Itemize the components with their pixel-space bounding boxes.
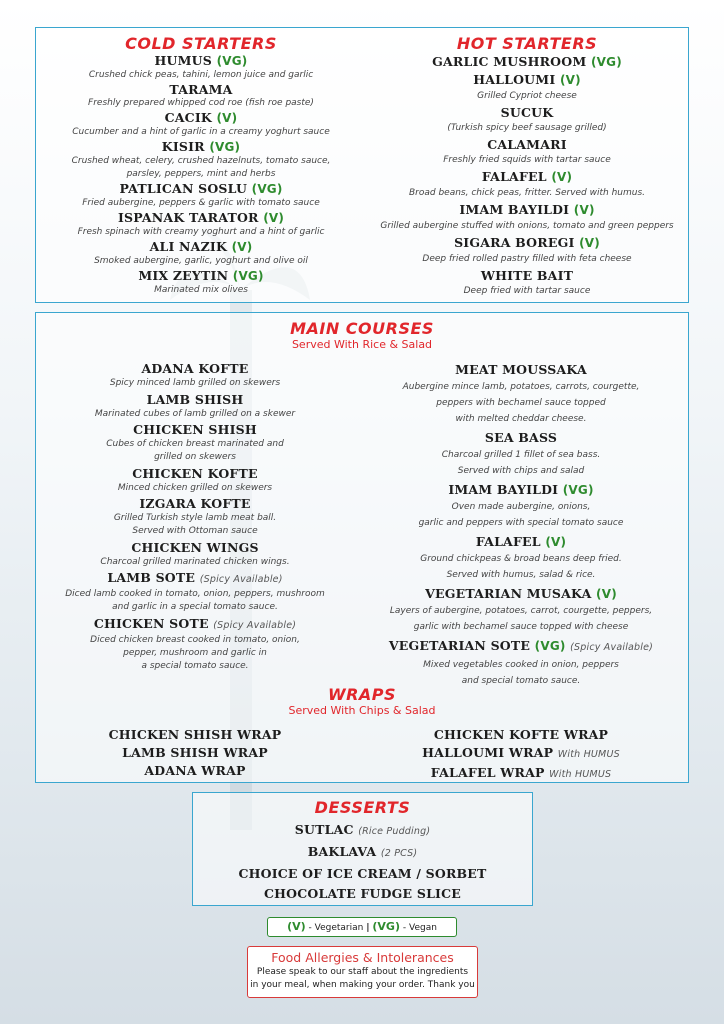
menu-item-name-line <box>366 201 688 219</box>
menu-item <box>366 201 688 234</box>
menu-item-name: CHICKEN KOFTE <box>132 465 258 481</box>
diet-tag: (VG) <box>209 140 241 154</box>
menu-item-description: (Turkish spicy beef sausage grilled) <box>447 123 607 133</box>
menu-item-name-line <box>193 864 532 884</box>
menu-item-description: Served with Ottoman sauce <box>132 526 258 536</box>
menu-item-description: and special tomato sauce. <box>461 676 581 686</box>
menu-item <box>193 864 532 884</box>
menu-item-name: LAMB SHISH <box>146 391 244 407</box>
menu-item-note: With HUMUS <box>549 769 612 780</box>
menu-item <box>36 361 354 390</box>
diet-tag: (V) <box>216 111 238 125</box>
menu-item-description: Crushed wheat, celery, crushed hazelnuts, tomato sauce, <box>71 156 331 166</box>
menu-item-description: grilled on skewers <box>154 452 236 462</box>
menu-item-name-line <box>193 842 532 864</box>
menu-item-description: parsley, peppers, mint and herbs <box>126 169 276 179</box>
wraps-header <box>36 685 688 717</box>
menu-item <box>366 53 688 71</box>
menu-item-name-line <box>36 210 366 226</box>
menu-item-name: ISPANAK TARATOR <box>117 210 259 225</box>
diet-tag: (V) <box>231 240 253 254</box>
wraps-left-column <box>36 726 354 780</box>
menu-item-name-line <box>193 820 532 842</box>
menu-item <box>36 82 366 110</box>
menu-item-name-line <box>36 53 366 69</box>
menu-item-name-line <box>366 104 688 121</box>
menu-item <box>354 637 688 689</box>
menu-item-name-line <box>36 616 354 634</box>
main-courses-subtitle: Served With Rice & Salad <box>291 338 433 351</box>
desserts-title: DESSERTS <box>314 798 411 817</box>
menu-item-description: Freshly fried squids with tartar sauce <box>443 155 611 165</box>
menu-item-name-line <box>354 744 688 764</box>
menu-item <box>354 764 688 784</box>
menu-item-name: CHICKEN SHISH WRAP <box>108 727 282 742</box>
menu-item-description: Fresh spinach with creamy yoghurt and a hint of garlic <box>77 227 325 237</box>
diet-tag: (VG) <box>590 55 622 69</box>
allergy-line-1: Please speak to our staff about the ingredients <box>256 967 469 977</box>
menu-item-name: VEGETARIAN MUSAKA <box>425 586 592 601</box>
menu-item-name-line <box>36 422 354 438</box>
main-courses-title: MAIN COURSES <box>290 319 434 338</box>
menu-item-note: (Rice Pudding) <box>358 826 431 837</box>
menu-item-name: SUTLAC <box>294 822 354 837</box>
hot-starters-list <box>366 53 688 299</box>
diet-tag: (V) <box>596 587 617 601</box>
menu-item-description: Layers of aubergine, potatoes, carrot, courgette, peppers, <box>389 606 653 616</box>
menu-item-name-line <box>354 361 688 379</box>
menu-item-name: CHICKEN SHISH <box>133 422 257 437</box>
menu-item-name: HALLOUMI WRAP <box>422 745 554 760</box>
menu-item-note: (Spicy Available) <box>570 642 654 653</box>
allergy-line-2: in your meal, when making your order. Thank you <box>250 980 475 990</box>
menu-item-name: KISIR <box>161 139 205 154</box>
legend-vg-tag: (VG) <box>372 920 400 933</box>
menu-item <box>36 139 366 181</box>
menu-item-description: Ground chickpeas & broad beans deep fried. <box>420 554 622 564</box>
menu-item <box>193 842 532 864</box>
menu-item-name-line <box>366 234 688 252</box>
main-courses-right-column <box>354 361 688 691</box>
menu-item <box>354 361 688 427</box>
menu-item <box>366 71 688 104</box>
menu-item-name-line <box>36 181 366 197</box>
menu-item-name: WHITE BAIT <box>480 268 574 283</box>
menu-item-name: IMAM BAYILDI <box>459 202 570 217</box>
menu-item-description: Cucumber and a hint of garlic in a creamy yoghurt sauce <box>72 127 330 137</box>
menu-item-name: IMAM BAYILDI <box>448 482 559 497</box>
menu-item-name: CHICKEN KOFTE WRAP <box>433 727 609 742</box>
diet-tag: (VG) <box>216 54 248 68</box>
menu-item-name: ADANA WRAP <box>144 763 246 778</box>
main-courses-left-column <box>36 361 354 674</box>
menu-item-description: Marinated mix olives <box>154 285 248 295</box>
menu-item-name: ALI NAZIK <box>149 239 228 254</box>
menu-item-name: FALAFEL <box>481 169 547 184</box>
menu-item <box>36 239 366 268</box>
menu-item-note: (Spicy Available) <box>199 574 283 585</box>
menu-item-name-line <box>36 268 366 284</box>
diet-tag: (V) <box>559 73 581 87</box>
menu-item-description: Mixed vegetables cooked in onion, peppers <box>423 660 619 670</box>
menu-item-description: Freshly prepared whipped cod roe (fish roe paste) <box>88 98 314 108</box>
diet-tag: (VG) <box>251 182 283 196</box>
menu-item <box>366 136 688 168</box>
legend-vg-label: - Vegan <box>402 923 437 933</box>
menu-item-description: Deep fried with tartar sauce <box>463 286 591 296</box>
menu-item <box>354 533 688 583</box>
menu-item-name-line <box>193 884 532 904</box>
menu-item-name: TARAMA <box>169 82 233 97</box>
menu-item-name-line <box>36 139 366 155</box>
menu-item-name-line <box>36 540 354 556</box>
menu-item <box>366 267 688 299</box>
menu-item <box>36 181 366 210</box>
menu-item-name-line <box>36 466 354 482</box>
menu-item-description: Diced chicken breast cooked in tomato, onion, <box>90 634 300 645</box>
menu-item-description: garlic and peppers with special tomato sauce <box>418 518 624 528</box>
menu-item-name: CHICKEN SOTE <box>93 615 209 631</box>
cold-starters-title: COLD STARTERS <box>125 34 277 53</box>
menu-item-description: Served with chips and salad <box>457 466 585 476</box>
menu-item-name: PATLICAN SOSLU <box>119 181 248 196</box>
menu-item-name: CHICKEN WINGS <box>131 539 259 555</box>
main-courses-header <box>36 319 688 351</box>
menu-item-name-line <box>36 744 354 762</box>
menu-item-name-line <box>366 136 688 153</box>
menu-item-name-line <box>36 392 354 408</box>
menu-item <box>354 585 688 635</box>
menu-item-name-line <box>36 762 354 780</box>
legend-v-label: - Vegetarian <box>308 923 364 933</box>
starters-panel <box>35 27 689 303</box>
menu-item-description: Grilled Cypriot cheese <box>477 91 577 101</box>
menu-item-name: BAKLAVA <box>307 844 377 859</box>
menu-item-name: CACIK <box>164 110 212 125</box>
menu-item-name-line <box>36 726 354 744</box>
menu-item-description: garlic with bechamel sauce topped with cheese <box>413 622 629 632</box>
menu-item <box>36 726 354 744</box>
menu-item <box>36 496 354 538</box>
menu-item-note: (2 PCS) <box>380 848 418 859</box>
menu-item-name-line <box>354 533 688 551</box>
menu-item-description: Broad beans, chick peas, fritter. Served with humus. <box>408 188 646 198</box>
menu-item-name: LAMB SOTE <box>107 570 196 585</box>
menu-item-name-line <box>36 239 366 255</box>
wraps-subtitle: Served With Chips & Salad <box>288 704 436 717</box>
menu-item <box>36 616 354 673</box>
menu-item <box>36 466 354 495</box>
menu-item-name: SIGARA BOREGI <box>454 235 575 250</box>
menu-item-description: Grilled Turkish style lamb meat ball. <box>113 513 277 523</box>
menu-item-note: (Spicy Available) <box>213 619 297 631</box>
menu-item-name-line <box>354 637 688 657</box>
cold-starters-list <box>36 53 366 297</box>
menu-item <box>366 104 688 136</box>
menu-item-description: and garlic in a special tomato sauce. <box>112 602 278 612</box>
menu-item-description: Deep fried rolled pastry filled with feta cheese <box>422 254 632 264</box>
menu-item-description: Crushed chick peas, tahini, lemon juice and garlic <box>88 70 314 80</box>
menu-item <box>36 53 366 82</box>
menu-item <box>354 726 688 744</box>
menu-item-name: CHOICE OF ICE CREAM / SORBET <box>238 866 487 881</box>
menu-item-description: Minced chicken grilled on skewers <box>117 482 273 493</box>
menu-item <box>36 392 354 421</box>
menu-item <box>36 268 366 297</box>
menu-item-description: Diced lamb cooked in tomato, onion, peppers, mushroom <box>65 589 325 599</box>
wraps-right-column <box>354 726 688 784</box>
diet-tag: (V) <box>551 170 573 184</box>
menu-item-name-line <box>354 585 688 603</box>
menu-item <box>354 429 688 479</box>
cold-starters-column <box>36 34 366 297</box>
menu-item <box>36 540 354 569</box>
menu-item-description: Spicy minced lamb grilled on skewers <box>109 378 281 388</box>
menu-item <box>354 481 688 531</box>
menu-item <box>36 422 354 464</box>
menu-item <box>36 570 354 614</box>
desserts-panel <box>192 792 533 906</box>
diet-tag: (VG) <box>232 269 264 283</box>
desserts-list <box>193 820 532 904</box>
diet-tag: (V) <box>573 203 595 217</box>
diet-tag: (VG) <box>534 639 566 653</box>
menu-item-description: Grilled aubergine stuffed with onions, tomato and green peppers <box>380 221 674 231</box>
menu-item-description: Oven made aubergine, onions, <box>451 502 591 512</box>
legend-v-tag: (V) <box>287 920 306 933</box>
menu-item-name: SEA BASS <box>484 430 558 445</box>
main-courses-panel <box>35 312 689 783</box>
menu-item-description: Cubes of chicken breast marinated and <box>106 439 284 449</box>
menu-item-name-line <box>354 764 688 784</box>
hot-starters-column <box>366 34 688 299</box>
menu-item-name-line <box>36 110 366 126</box>
menu-item-description: peppers with bechamel sauce topped <box>436 398 606 408</box>
menu-item <box>366 168 688 201</box>
menu-item-name: CHOCOLATE FUDGE SLICE <box>264 886 461 901</box>
menu-item-name: FALAFEL WRAP <box>430 765 545 780</box>
menu-item <box>366 234 688 267</box>
menu-item <box>36 110 366 139</box>
menu-item-name: HALLOUMI <box>473 72 556 87</box>
menu-item <box>36 762 354 780</box>
menu-item-name-line <box>366 53 688 71</box>
wraps-title: WRAPS <box>327 685 397 704</box>
legend-separator: | <box>366 923 370 933</box>
menu-item-name: MIX ZEYTIN <box>138 268 229 283</box>
diet-tag: (VG) <box>562 483 594 497</box>
menu-item-description: Marinated cubes of lamb grilled on a skewer <box>94 408 296 419</box>
menu-item-name-line <box>366 71 688 89</box>
menu-item-name-line <box>354 726 688 744</box>
menu-item-name: HUMUS <box>154 53 212 68</box>
menu-item-note: With HUMUS <box>557 749 620 760</box>
diet-tag: (V) <box>545 535 567 549</box>
menu-item-description: a special tomato sauce. <box>141 660 249 671</box>
menu-item-name-line <box>36 496 354 512</box>
menu-item-name: SUCUK <box>500 105 554 120</box>
menu-item-description: Charcoal grilled 1 fillet of sea bass. <box>441 450 601 460</box>
menu-item <box>36 210 366 239</box>
menu-item-name-line <box>366 267 688 284</box>
menu-item-description: Fried aubergine, peppers & garlic with tomato sauce <box>82 198 320 208</box>
menu-item-description: Served with humus, salad & rice. <box>446 570 596 580</box>
menu-item <box>36 744 354 762</box>
menu-item <box>193 884 532 904</box>
allergy-title: Food Allergies & Intolerances <box>271 950 454 965</box>
menu-item-description: pepper, mushroom and garlic in <box>123 647 267 658</box>
diet-tag: (V) <box>263 211 285 225</box>
diet-legend <box>267 917 457 937</box>
diet-tag: (V) <box>579 236 600 250</box>
menu-item-description: Charcoal grilled marinated chicken wings. <box>100 556 290 567</box>
menu-item-name-line <box>354 481 688 499</box>
allergy-notice <box>247 946 478 998</box>
menu-item-name: VEGETARIAN SOTE <box>388 638 531 653</box>
hot-starters-title: HOT STARTERS <box>456 34 598 53</box>
menu-item-name-line <box>36 82 366 97</box>
menu-item-name-line <box>354 429 688 447</box>
menu-item-name: FALAFEL <box>475 534 541 549</box>
menu-item <box>354 744 688 764</box>
desserts-column <box>193 798 532 904</box>
menu-item-name: LAMB SHISH WRAP <box>122 745 268 760</box>
menu-item-description: Smoked aubergine, garlic, yoghurt and olive oil <box>94 256 308 266</box>
menu-item-name: CALAMARI <box>487 137 567 152</box>
menu-item-name: ADANA KOFTE <box>141 361 249 376</box>
menu-item-name: GARLIC MUSHROOM <box>432 54 587 69</box>
menu-item-name: IZGARA KOFTE <box>139 496 251 511</box>
menu-item-name-line <box>36 570 354 588</box>
menu-item-description: Aubergine mince lamb, potatoes, carrots, courgette, <box>402 382 640 392</box>
menu-item-name: MEAT MOUSSAKA <box>455 362 587 377</box>
menu-item-name-line <box>36 361 354 377</box>
menu-item <box>193 820 532 842</box>
menu-item-description: with melted cheddar cheese. <box>455 414 587 424</box>
menu-item-name-line <box>366 168 688 186</box>
